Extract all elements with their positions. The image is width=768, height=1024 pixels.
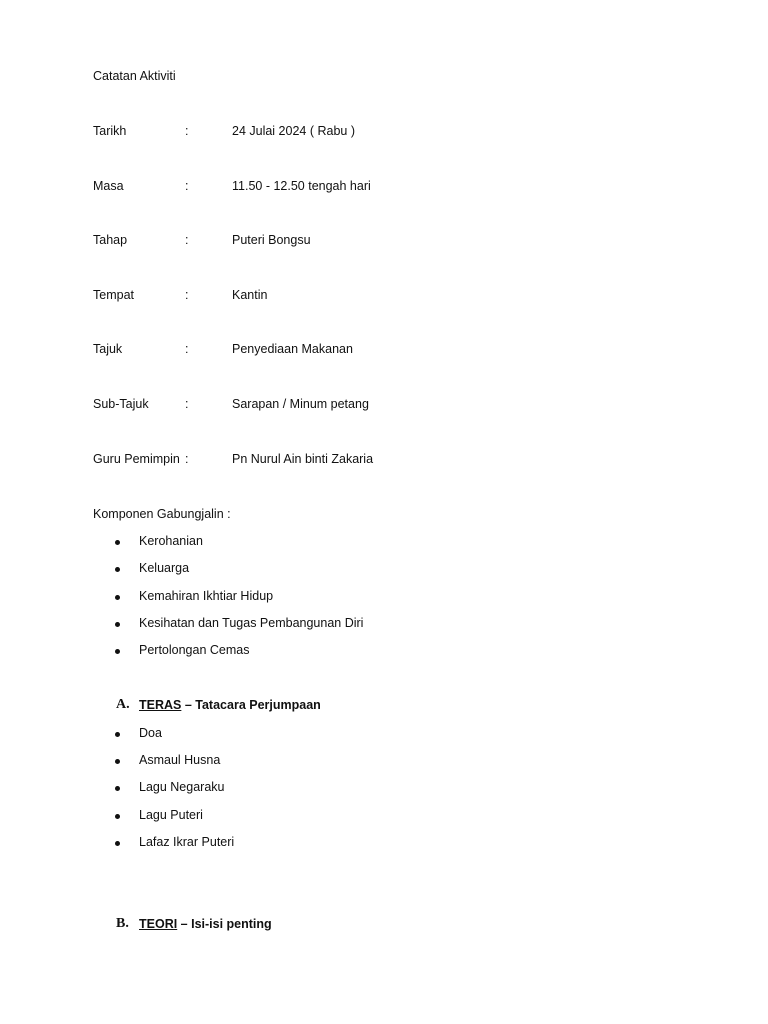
field-colon: : bbox=[185, 342, 189, 356]
field-tarikh bbox=[93, 124, 693, 142]
field-value: 11.50 - 12.50 tengah hari bbox=[232, 179, 371, 193]
field-value: Sarapan / Minum petang bbox=[232, 397, 369, 411]
section-title bbox=[139, 917, 272, 931]
bullet-icon bbox=[115, 841, 120, 846]
section-heading-teori bbox=[116, 917, 616, 937]
field-masa bbox=[93, 179, 693, 197]
list-item-text: Lafaz Ikrar Puteri bbox=[139, 835, 235, 849]
field-colon: : bbox=[185, 397, 189, 411]
bullet-icon bbox=[115, 786, 120, 791]
field-label: Tajuk bbox=[93, 342, 123, 356]
list-item bbox=[115, 616, 615, 634]
bullet-icon bbox=[115, 567, 120, 572]
bullet-icon bbox=[115, 649, 120, 654]
section-rest: – Tatacara Perjumpaan bbox=[181, 698, 321, 712]
section-title bbox=[139, 698, 321, 712]
list-item bbox=[115, 589, 615, 607]
list-item-text: Asmaul Husna bbox=[139, 753, 221, 767]
field-tajuk bbox=[93, 342, 693, 360]
section-key: TERAS bbox=[139, 698, 182, 712]
field-colon: : bbox=[185, 288, 189, 302]
field-tahap bbox=[93, 233, 693, 251]
list-item-text: Kerohanian bbox=[139, 534, 203, 548]
field-value: Pn Nurul Ain binti Zakaria bbox=[232, 452, 374, 466]
document-title: Catatan Aktiviti bbox=[93, 69, 176, 83]
list-item-text: Doa bbox=[139, 726, 162, 740]
bullet-icon bbox=[115, 759, 120, 764]
komponen-label: Komponen Gabungjalin : bbox=[93, 507, 231, 521]
field-sub-tajuk bbox=[93, 397, 693, 415]
section-letter: A. bbox=[116, 697, 130, 712]
list-item bbox=[115, 780, 615, 798]
list-item bbox=[115, 643, 615, 661]
field-label: Sub-Tajuk bbox=[93, 397, 149, 411]
list-item-text: Lagu Negaraku bbox=[139, 780, 225, 794]
section-rest: – Isi-isi penting bbox=[177, 917, 272, 931]
list-item bbox=[115, 726, 615, 744]
section-key: TEORI bbox=[139, 917, 178, 931]
field-label: Tarikh bbox=[93, 124, 127, 138]
list-item-text: Kesihatan dan Tugas Pembangunan Diri bbox=[139, 616, 364, 630]
field-label: Tahap bbox=[93, 233, 128, 247]
bullet-icon bbox=[115, 595, 120, 600]
list-item-text: Pertolongan Cemas bbox=[139, 643, 250, 657]
field-colon: : bbox=[185, 124, 189, 138]
list-item bbox=[115, 835, 615, 853]
list-item bbox=[115, 534, 615, 552]
field-tempat bbox=[93, 288, 693, 306]
list-item-text: Keluarga bbox=[139, 561, 190, 575]
field-label: Guru Pemimpin bbox=[93, 452, 180, 466]
field-label: Tempat bbox=[93, 288, 134, 302]
bullet-icon bbox=[115, 540, 120, 545]
field-value: Penyediaan Makanan bbox=[232, 342, 353, 356]
bullet-icon bbox=[115, 732, 120, 737]
field-colon: : bbox=[185, 452, 189, 466]
field-label: Masa bbox=[93, 179, 124, 193]
bullet-icon bbox=[115, 622, 120, 627]
section-heading-teras bbox=[116, 698, 616, 718]
field-value: 24 Julai 2024 ( Rabu ) bbox=[232, 124, 355, 138]
section-letter: B. bbox=[116, 916, 129, 931]
list-item bbox=[115, 808, 615, 826]
field-value: Kantin bbox=[232, 288, 268, 302]
list-item bbox=[115, 753, 615, 771]
bullet-icon bbox=[115, 814, 120, 819]
field-colon: : bbox=[185, 233, 189, 247]
field-guru-pemimpin bbox=[93, 452, 693, 470]
list-item bbox=[115, 561, 615, 579]
list-item-text: Kemahiran Ikhtiar Hidup bbox=[139, 589, 274, 603]
field-value: Puteri Bongsu bbox=[232, 233, 311, 247]
field-colon: : bbox=[185, 179, 189, 193]
list-item-text: Lagu Puteri bbox=[139, 808, 203, 822]
